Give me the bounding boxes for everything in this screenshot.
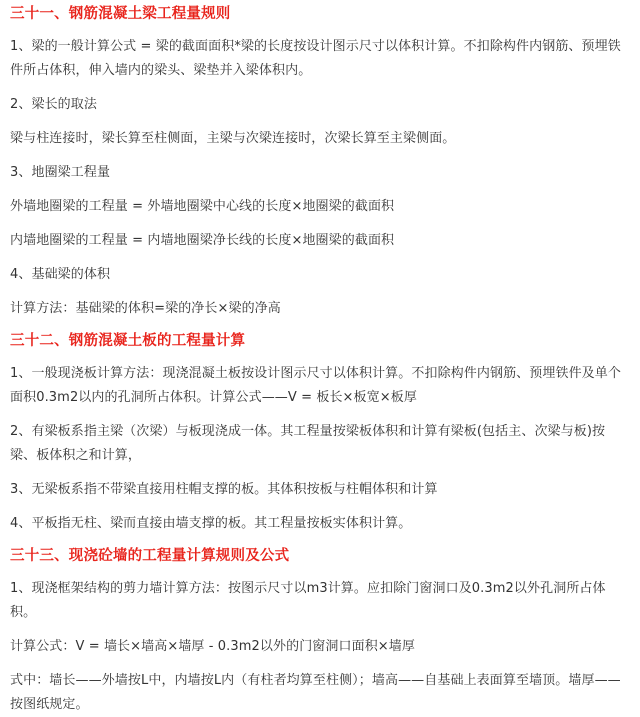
section-31 xyxy=(10,3,628,321)
section-33 xyxy=(10,545,628,717)
section-heading: 三十一、钢筋混凝土梁工程量规则 xyxy=(10,6,231,22)
paragraph: 2、有梁板系指主梁（次梁）与板现浇成一体。其工程量按梁板体积和计算有梁板(包括主、次梁与板)按梁、板体积之和计算， xyxy=(10,424,606,463)
paragraph: 梁与柱连接时，梁长算至柱侧面，主梁与次梁连接时，次梁长算至主梁侧面。 xyxy=(10,131,456,146)
paragraph: 3、地圈梁工程量 xyxy=(10,165,111,180)
section-32 xyxy=(10,330,628,536)
paragraph: 1、一般现浇板计算方法：现浇混凝土板按设计图示尺寸以体积计算。不扣除构件内钢筋、预埋铁件及单个面积0.3m2以内的孔洞所占体积。计算公式——V = 板长×板宽×板厚 xyxy=(10,366,621,405)
section-heading: 三十三、现浇砼墙的工程量计算规则及公式 xyxy=(10,548,290,564)
paragraph: 外墙地圈梁的工程量 = 外墙地圈梁中心线的长度×地圈梁的截面积 xyxy=(10,199,395,214)
paragraph: 计算公式：V = 墙长×墙高×墙厚 - 0.3m2以外的门窗洞口面积×墙厚 xyxy=(10,639,415,654)
paragraph: 1、梁的一般计算公式 = 梁的截面面积*梁的长度按设计图示尺寸以体积计算。不扣除构件内钢筋、预埋铁件所占体积，伸入墙内的梁头、梁垫并入梁体积内。 xyxy=(10,39,621,78)
section-heading: 三十二、钢筋混凝土板的工程量计算 xyxy=(10,333,246,349)
paragraph: 2、梁长的取法 xyxy=(10,97,97,112)
paragraph: 4、基础梁的体积 xyxy=(10,267,111,282)
paragraph: 1、现浇框架结构的剪力墙计算方法：按图示尺寸以m3计算。应扣除门窗洞口及0.3m2以外孔洞所占体积。 xyxy=(10,581,606,620)
paragraph: 4、平板指无柱、梁而直接由墙支撑的板。其工程量按板实体积计算。 xyxy=(10,516,412,531)
paragraph: 式中：墙长——外墙按L中，内墙按L内（有柱者均算至柱侧）；墙高——自基础上表面算至墙顶。墙厚——按图纸规定。 xyxy=(10,673,621,712)
paragraph: 内墙地圈梁的工程量 = 内墙地圈梁净长线的长度×地圈梁的截面积 xyxy=(10,233,395,248)
paragraph: 计算方法：基础梁的体积=梁的净长×梁的净高 xyxy=(10,301,281,316)
paragraph: 3、无梁板系指不带梁直接用柱帽支撑的板。其体积按板与柱帽体积和计算 xyxy=(10,482,438,497)
